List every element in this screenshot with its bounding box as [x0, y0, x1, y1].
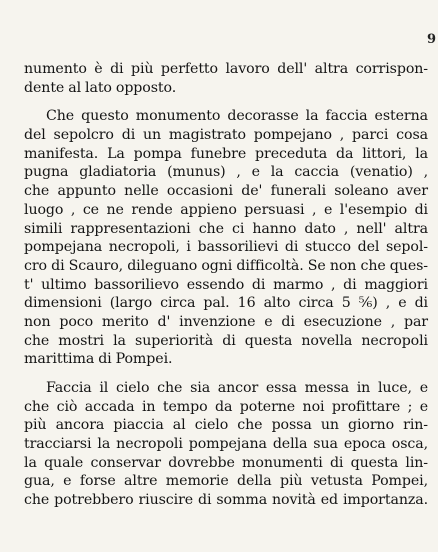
text-line: dente al lato opposto. — [24, 79, 177, 96]
text-line: la quale conservar dovrebbe monumenti di questa lin- — [24, 454, 428, 471]
text-line: che mostri la superiorità di questa novella necropoli — [24, 332, 428, 349]
paragraph-1 — [24, 60, 428, 97]
body-text — [24, 60, 428, 510]
text-line: manifesta. La pompa funebre preceduta da littori, la — [24, 145, 428, 162]
paragraph-2 — [24, 107, 428, 369]
text-line: che appunto nelle occasioni de' funerali soleano aver — [24, 183, 428, 200]
text-line: pugna gladiatoria (munus) , e la caccia (venatio) , — [24, 164, 428, 181]
text-line: numento è di più perfetto lavoro dell' altra corrispon- — [24, 61, 428, 77]
text-line: simili rappresentazioni che ci hanno dato , nell' altra — [24, 220, 428, 237]
text-line: dimensioni (largo circa pal. 16 alto circa 5 ⁵⁄₆) , e di — [24, 295, 428, 312]
text-line: Faccia il cielo che sia ancor essa messa in luce, e — [46, 380, 428, 396]
text-line: t' ultimo bassorilievo essendo di marmo , di maggiori — [24, 276, 428, 293]
text-line: pompejana necropoli, i bassorilievi di stucco del sepol- — [24, 239, 428, 256]
page-number: 9 — [427, 33, 437, 47]
text-line: del sepolcro di un magistrato pompejano , parci cosa — [24, 127, 428, 144]
text-line: non poco merito d' invenzione e di esecuzione , par — [24, 313, 428, 330]
text-line: Che questo monumento decorasse la faccia esterna — [46, 108, 428, 125]
text-line: che ciò accada in tempo da poterne noi profittare ; e — [24, 398, 428, 415]
text-line: cro di Scauro, dileguano ogni difficoltà. Se non che ques- — [24, 257, 428, 274]
text-line: gua, e forse altre memorie della più vetusta Pompei, — [24, 473, 428, 490]
text-line: tracciarsi la necropoli pompejana della sua epoca osca, — [24, 436, 428, 453]
text-line: marittima di Pompei. — [24, 351, 173, 368]
text-line: più ancora piaccia al cielo che possa un giorno rin- — [24, 417, 428, 434]
text-line: luogo , ce ne rende appieno persuasi , e l'esempio di — [24, 201, 428, 218]
paragraph-3 — [24, 379, 428, 510]
text-line: che potrebbero riuscire di somma novità ed importanza. — [24, 492, 428, 509]
